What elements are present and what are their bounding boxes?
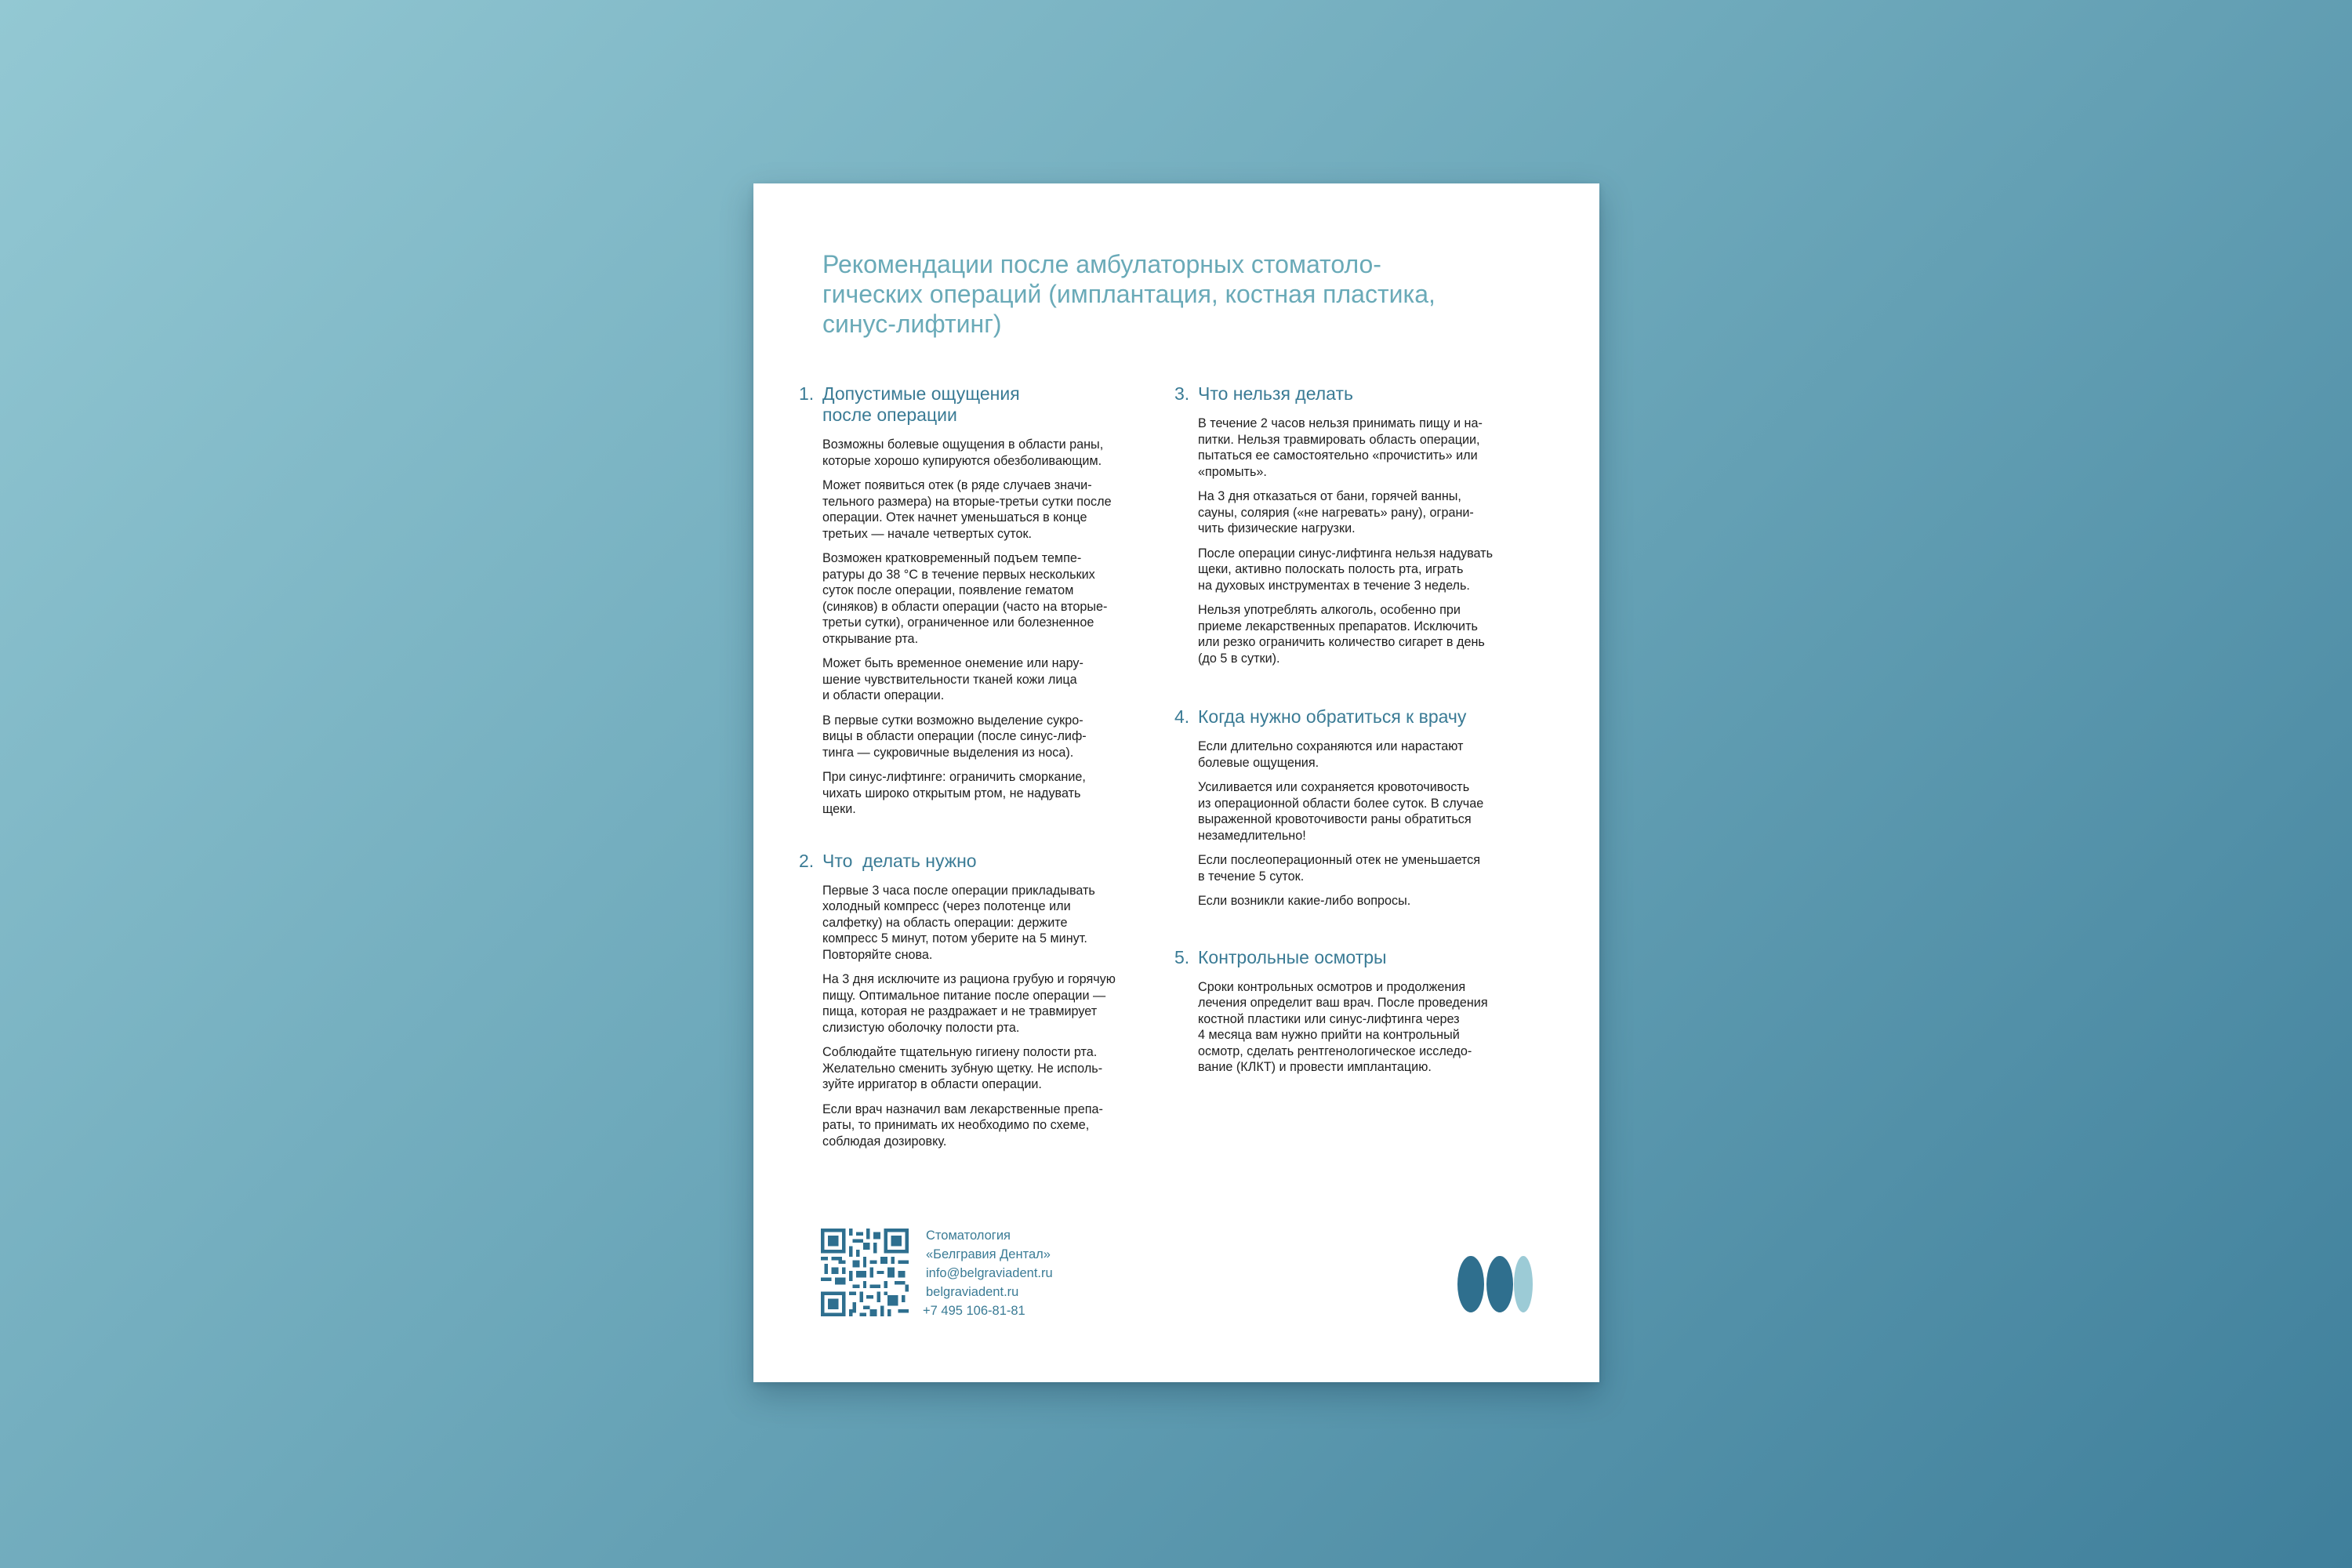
clinic-name: «Белгравия Дентал» [926,1247,1051,1261]
paragraph: Если длительно сохраняются или нарастают болевые ощущения. [1198,739,1464,770]
paragraph: Сроки контрольных осмотров и продолжения лечения определит ваш врач. После проведения костной пластики или синус-лифтинга через 4 месяца вам нужно прийти на контрольный осмотр, сделать рентгенологическое исследо- вание (КЛКТ) и провести имплантацию. [1198,979,1488,1074]
website-link[interactable]: belgraviadent.ru [926,1285,1019,1299]
flyer-sheet [753,183,1599,1382]
paragraph: Если врач назначил вам лекарственные препа- раты, то принимать их необходимо по схеме, соблюдая дозировку. [822,1102,1103,1149]
paragraph: Может появиться отек (в ряде случаев значи- тельного размера) на вторые-третьи сутки после операции. Отек начнет уменьшаться в конце третьих — начале четвертых суток. [822,478,1112,541]
paragraph: Возможны болевые ощущения в области раны, которые хорошо купируются обезболивающим. [822,437,1104,468]
phone-link[interactable]: +7 495 106-81-81 [923,1304,1025,1318]
paragraph: При синус-лифтинге: ограничить сморкание, чихать широко открытым ртом, не надувать щеки. [822,770,1086,816]
section-what-to-do [799,851,1144,1150]
section-when-to-see-doctor [1174,706,1527,909]
paragraph: После операции синус-лифтинга нельзя надувать щеки, активно полоскать полость рта, играть на духовых инструментах в течение 3 недель. [1198,546,1494,593]
paragraph: Если возникли какие-либо вопросы. [1198,894,1411,908]
paragraph: В первые сутки возможно выделение сукро- вицы в области операции (после синус-лиф- тинга — сукровичные выделения из носа). [822,713,1087,760]
paragraph: Усиливается или сохраняется кровоточивость из операционной области более суток. В случае выраженной кровоточивости раны обратиться незамедлительно! [1198,780,1484,843]
paragraph: На 3 дня исключите из рациона грубую и горячую пищу. Оптимальное питание после операции — пища, которая не раздражает и не травмирует слизистую оболочку полости рта. [822,972,1116,1035]
paragraph: Первые 3 часа после операции прикладывать холодный компресс (через полотенце или салфетку) на область операции: держите компресс 5 минут, потом уберите на 5 минут. Повторяйте снова. [822,883,1095,962]
paragraph: На 3 дня отказаться от бани, горячей ванны, сауны, солярия («не нагревать» рану), ограни- чить физические нагрузки. [1198,489,1474,535]
paragraph: Возможен кратковременный подъем темпе- ратуры до 38 °C в течение первых нескольких суток после операции, появление гематом (синяков) в области операции (часто на вторые- третьи сутки), ограниченное или болезненное открывание рта. [822,551,1108,646]
document-title: Рекомендации после амбулаторных стоматоло- гических операций (имплантация, костная пластика, синус-лифтинг) [822,250,1436,338]
paragraph: Может быть временное онемение или нару- шение чувствительности тканей кожи лица и области операции. [822,656,1083,702]
clinic-type: Стоматология [926,1229,1011,1243]
paragraph: Если послеоперационный отек не уменьшается в течение 5 суток. [1198,853,1481,884]
section-heading: 1. Допустимые ощущения после операции [799,383,1020,425]
left-column [799,383,1144,1158]
paragraph: Нельзя употреблять алкоголь, особенно при приеме лекарственных препаратов. Исключить или резко ограничить количество сигарет в день (до 5 в сутки). [1198,603,1485,666]
contacts-block [923,1226,1053,1320]
section-heading: 3. Что нельзя делать [1174,383,1353,404]
section-allowed-sensations [799,383,1144,818]
paragraph: В течение 2 часов нельзя принимать пищу и на- питки. Нельзя травмировать область операции, пытаться ее самостоятельно «прочистить» или «промыть». [1198,416,1483,479]
section-heading: 4. Когда нужно обратиться к врачу [1174,706,1467,727]
section-heading: 2. Что делать нужно [799,850,977,871]
clinic-logo-icon [1457,1254,1535,1314]
right-column [1174,383,1527,1084]
section-checkups [1174,947,1527,1076]
section-heading: 5. Контрольные осмотры [1174,946,1387,967]
email-link[interactable]: info@belgraviadent.ru [926,1266,1053,1280]
section-what-not-to-do [1174,383,1527,666]
qr-code-icon[interactable] [821,1229,909,1316]
paragraph: Соблюдайте тщательную гигиену полости рта. Желательно сменить зубную щетку. Не исполь- зуйте ирригатор в области операции. [822,1045,1103,1091]
